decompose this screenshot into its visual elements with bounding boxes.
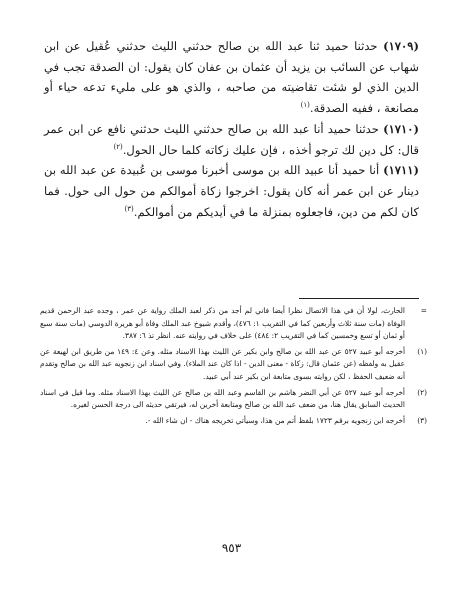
footnote-2 [40,387,427,412]
hadith-1711 [44,160,419,222]
footnote-continued [40,305,427,343]
hadith-text: أنا حميد أنا عبيد الله بن موسى أخبرنا موسى بن عُبيدة عن عبد الله بن دينار عن ابن عمر أنه كان يقول: اخرجوا زكاة أموالكم من حول الى حول. فما كان لكم من دين، فاجعلوه بمنزلة ما في أيديكم من أموالكم. [44,163,419,219]
hadith-text: حدثنا حميد ثنا عبد الله بن صالح حدثني الليث حدثني عُقيل عن ابن شهاب عن السائب بن يزيد أن عثمان بن عفان كان يقول: ان الصدقة تجب في الدين الذي لو شئت تقاضيته من صاحبه ، والذي هو على مليء تدعه حياء أو مصانعة ، ففيه الصدقة. [44,39,419,116]
footnote-ref: (٣) [124,204,134,213]
footnote-text: أخرجه أبو عبيد ٥٢٧ عن عبد الله بن صالح وابن بكير عن الليث بهذا الاسناد مثله. وعن ٤: ١٤٩ من طريق ابن لهيعة عن عقيل به ولفظه (عن عثمان قال: زكاة - معنى الدين - اذا كان عند الملاء). وفي اسناد ابن زنجويه عبد الله بن صالح وتقدم أنه ضعيف الحفظ ، لكن روايته بسوى متابعة ابن بكير عند أبي عبيد. [40,346,405,381]
hadith-1709 [44,36,419,119]
hadith-number: (١٧١٠) [383,121,419,136]
footnote-marker: (١) [417,346,427,356]
footnotes [40,305,427,427]
footnote-3 [40,415,427,428]
hadith-text: حدثنا حميد أنا عبد الله بن صالح حدثني الليث حدثني نافع عن ابن عمر قال: كل دين لك ترجو أخذه ، فإن عليك زكاته كلما حال الحول. [44,121,419,157]
footnote-text: أخرجه ابن زنجويه برقم ١٧٢٣ بلفظ أتم من هذا، وسيأتي تخريجه هناك - ان شاء الله -. [145,415,405,425]
footnote-text: أخرجه أبو عبيد ٥٢٧ عن أبي النضر هاشم بن القاسم وعبد الله بن صالح عن الليث بهذا الاسناد مثله. وما قيل في اسناد الحديث السابق يقال هنا، من ضعف عبد الله بن صالح ومتابعة أخرين له، فيرتقي حديثه الى درجة الحسن لغيره. [40,387,405,410]
footnote-marker: = [420,306,427,315]
footnote-1 [40,346,427,384]
footnote-ref: (١) [300,101,310,110]
page-number: ٩٥٣ [221,541,242,555]
footnote-separator [299,298,419,299]
hadith-number: (١٧٠٩) [383,39,419,53]
hadith-1710 [44,119,419,160]
footnote-marker: (٢) [417,387,427,397]
main-text [44,36,419,222]
footnote-text: الحارث، لولا أن في هذا الاتصال نظرا أيضا فاني لم أجد من ذكر لعبد الملك رواية عن عمر ، وجده عبد الرحمن قديم الوفاة (مات سنة ثلاث وأربعين كما في التقريب ١: ٤٧٦)، وأقدم شيوخ عبد الملك وفاة أبو هريرة الدوسي (مات سنة سبع أو ثمان أو تسع وخمسين كما في التقريب ٢: ٤٨٤) على خلاف في روايته عنه. انظر تذ ٦: ٣٨٧. [40,306,405,341]
hadith-number: (١٧١١) [383,163,419,178]
footnote-marker: (٣) [417,415,427,425]
footnote-ref: (٢) [113,142,123,151]
